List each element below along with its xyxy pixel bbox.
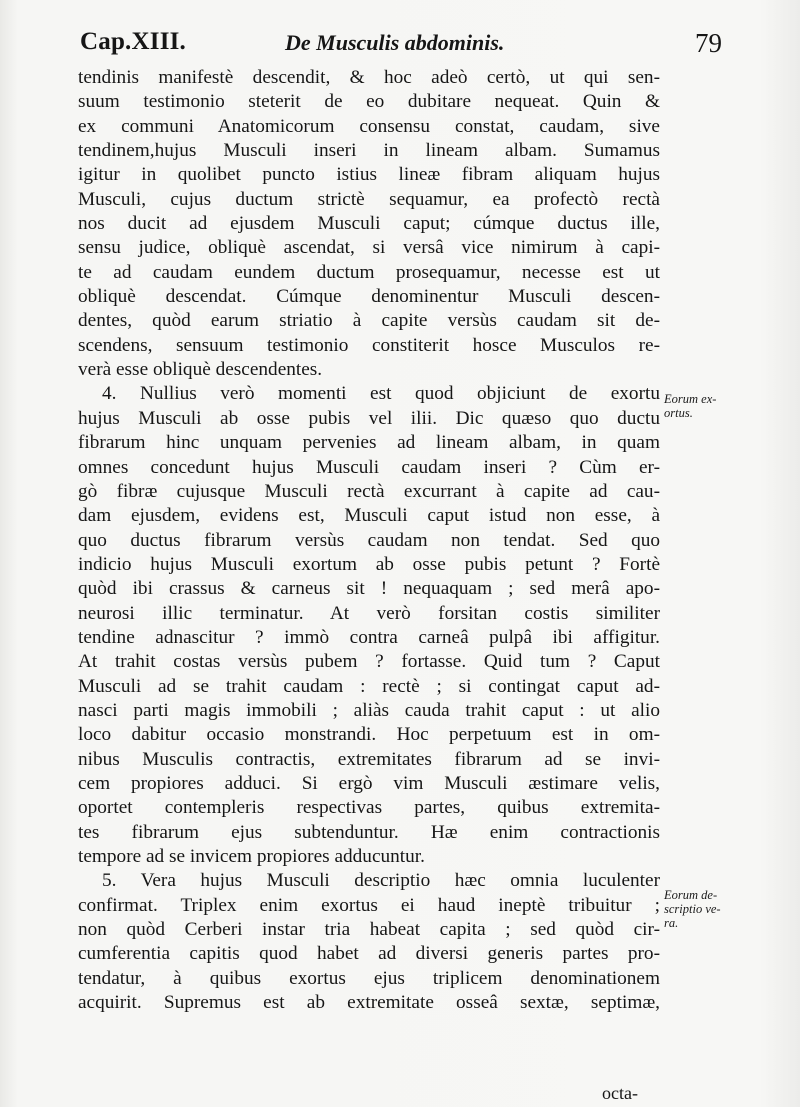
text-line: tendine adnascitur ? immò contra carneâ pulpâ ibi affigitur. — [78, 626, 660, 648]
margin-note-eorum-exortus — [664, 392, 716, 420]
text-line: confirmat. Triplex enim exortus ei haud ineptè tribuitur ; — [78, 894, 660, 916]
text-line: nasci parti magis immobili ; aliàs cauda trahit caput : ut alio — [78, 699, 660, 721]
text-line: cem propiores adduci. Si ergò vim Musculi æstimare velis, — [78, 772, 660, 794]
running-title: De Musculis abdominis. — [285, 30, 505, 55]
text-line: oportet contempleris respectivas partes, quibus extremita- — [78, 797, 660, 819]
text-line: tendinem,hujus Musculi inseri in lineam albam. Sumamus — [78, 140, 660, 162]
text-line: sensu judice, obliquè ascendat, si versâ vice nimirum à capi- — [78, 237, 660, 259]
margin-note-line: scriptio ve- — [664, 902, 721, 916]
text-line: tendinis manifestè descendit, & hoc adeò certò, ut qui sen- — [78, 67, 660, 88]
text-line: ex communi Anatomicorum consensu constat, caudam, sive — [78, 115, 660, 137]
page-number: 79 — [695, 28, 722, 58]
text-line: indicio hujus Musculi exortum ab osse pubis petunt ? Fortè — [78, 553, 660, 575]
text-line: scendens, sensuum testimonio constiterit hosce Musculos re- — [78, 334, 660, 356]
catchword: octa- — [602, 1083, 638, 1103]
text-line: nos ducit ad ejusdem Musculi caput; cúmque ductus ille, — [78, 213, 660, 235]
text-line: quo ductus fibrarum versùs caudam non tendat. Sed quo — [78, 529, 660, 551]
text-line: Musculi ad se trahit caudam : rectè ; si contingat caput ad- — [78, 675, 660, 697]
running-header — [80, 26, 720, 66]
text-line: te ad caudam eundem ductum prosequamur, necesse est ut — [78, 261, 660, 283]
text-line: tempore ad se invicem propiores adducuntur. — [78, 846, 425, 867]
text-line: dentes, quòd earum striatio à capite versùs caudam sit de- — [78, 310, 660, 332]
chapter-label: Cap.XIII. — [80, 28, 186, 55]
text-line: non quòd Cerberi instar tria habeat capita ; sed quòd cir- — [78, 919, 660, 941]
margin-note-line: ra. — [664, 916, 679, 930]
text-line: At trahit costas versùs pubem ? fortasse. Quid tum ? Caput — [78, 651, 660, 673]
text-line: Musculi, cujus ductum strictè sequamur, ea profectò rectà — [78, 188, 660, 210]
body-text — [78, 66, 660, 1015]
text-line: neurosi illic terminatur. At verò forsitan costis similiter — [78, 602, 660, 624]
text-line: quòd ibi crassus & carneus sit ! nequaquam ; sed merâ apo- — [78, 578, 660, 600]
text-line: dam ejusdem, evidens est, Musculi caput istud non esse, à — [78, 505, 660, 527]
text-line: cumferentia capitis quod habet ad diversi generis partes pro- — [78, 943, 660, 965]
text-line: verà esse obliquè descendentes. — [78, 359, 323, 381]
margin-note-line: Eorum de- — [664, 888, 718, 902]
text-line: igitur in quolibet puncto istius lineæ fibram aliquam hujus — [78, 164, 660, 186]
text-line: suum testimonio steterit de eo dubitare nequeat. Quin & — [78, 91, 660, 113]
margin-note-line: Eorum ex- — [664, 392, 717, 406]
text-line: loco dabitur occasio monstrandi. Hoc perpetuum est in om- — [78, 724, 660, 746]
text-line: omnes concedunt hujus Musculi caudam inseri ? Cùm er- — [78, 456, 660, 478]
text-line: tes fibrarum ejus subtenduntur. Hæ enim contractionis — [78, 821, 660, 843]
margin-note-line: ortus. — [664, 406, 693, 420]
margin-note-eorum-descriptio — [664, 888, 721, 930]
text-line: gò fibræ cujusque Musculi rectà excurrant à capite ad cau- — [78, 480, 660, 502]
text-line: hujus Musculi ab osse pubis vel ilii. Dic quæso quo ductu — [78, 407, 660, 429]
text-line: 5. Vera hujus Musculi descriptio hæc omnia luculenter — [102, 870, 660, 892]
text-line: obliquè descendat. Cúmque denominentur Musculi descen- — [78, 286, 660, 308]
text-line: nibus Musculis contractis, extremitates fibrarum ad se invi- — [78, 748, 660, 770]
text-line: 4. Nullius verò momenti est quod objiciunt de exortu — [102, 383, 660, 405]
text-line: tendatur, à quibus exortus ejus triplicem denominationem — [78, 967, 660, 989]
text-line: fibrarum hinc unquam pervenies ad lineam albam, in quam — [78, 432, 660, 454]
text-line: acquirit. Supremus est ab extremitate osseâ sextæ, septimæ, — [78, 992, 660, 1014]
